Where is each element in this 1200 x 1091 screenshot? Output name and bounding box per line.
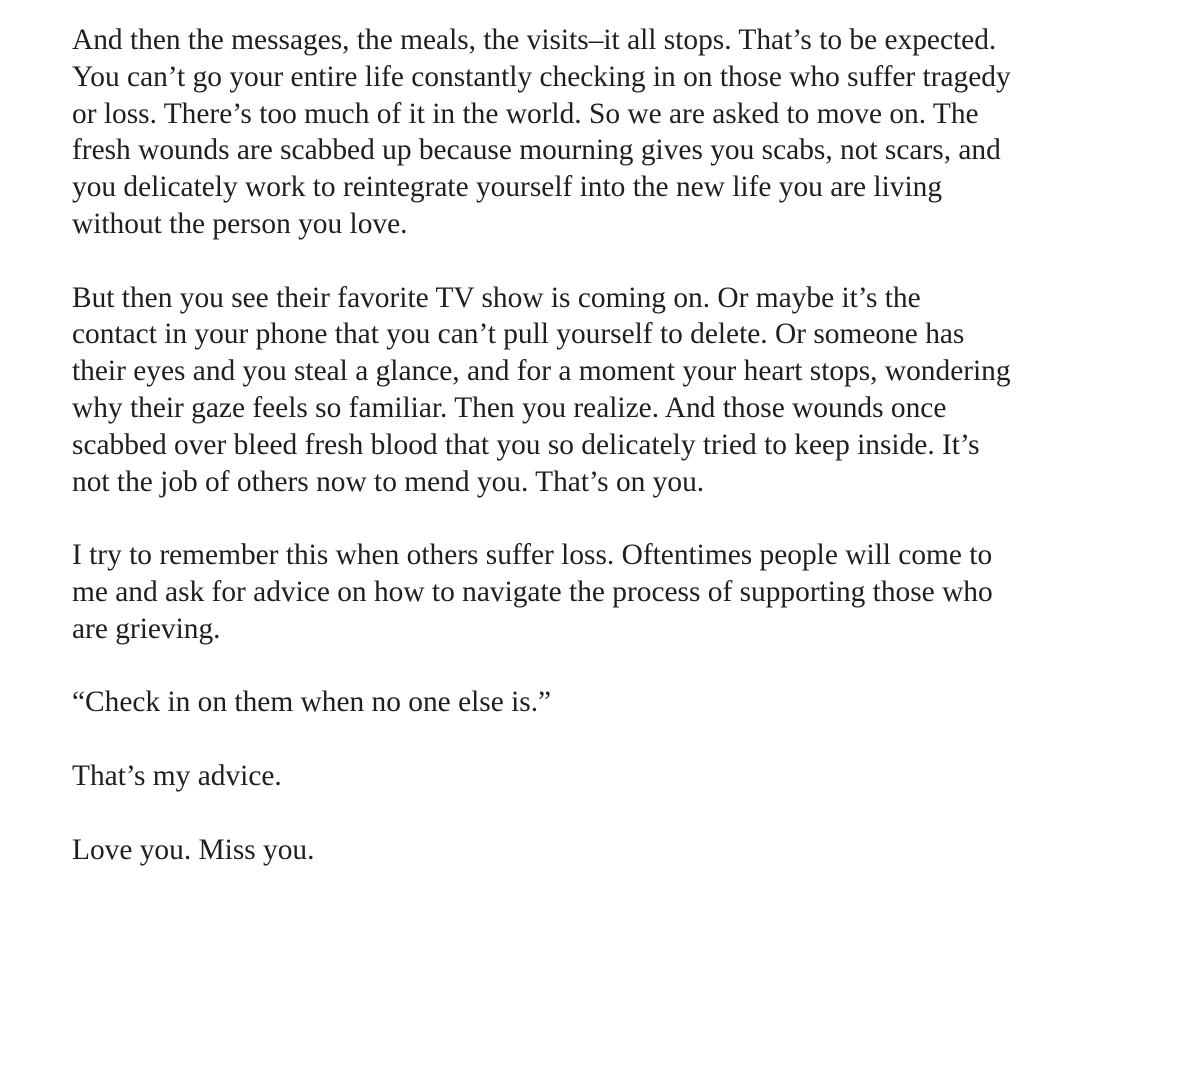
text-line: me and ask for advice on how to navigate the process of supporting those who	[72, 575, 993, 608]
paragraph-remember	[72, 537, 1162, 647]
text-line: or loss. There’s too much of it in the world. So we are asked to move on. The	[72, 97, 979, 130]
text-line: You can’t go your entire life constantly checking in on those who suffer tragedy	[72, 60, 1011, 93]
text-line: “Check in on them when no one else is.”	[72, 686, 552, 719]
paragraph-wounds-reopen	[72, 280, 1162, 501]
text-line: That’s my advice.	[72, 759, 282, 792]
text-line: I try to remember this when others suffer loss. Oftentimes people will come to	[72, 539, 993, 572]
text-line: why their gaze feels so familiar. Then you realize. And those wounds once	[72, 391, 947, 424]
text-line: without the person you love.	[72, 207, 408, 240]
text-line: And then the messages, the meals, the visits–it all stops. That’s to be expected.	[72, 24, 997, 56]
paragraph-messages-stop	[72, 22, 1162, 243]
text-line: But then you see their favorite TV show is coming on. Or maybe it’s the	[72, 281, 921, 314]
text-line: their eyes and you steal a glance, and for a moment your heart stops, wondering	[72, 355, 1011, 388]
paragraph-quote	[72, 684, 1162, 721]
text-line: contact in your phone that you can’t pull yourself to delete. Or someone has	[72, 318, 965, 351]
text-line: Love you. Miss you.	[72, 833, 315, 866]
paragraph-advice	[72, 758, 1162, 795]
text-line: fresh wounds are scabbed up because mourning gives you scabs, not scars, and	[72, 134, 1001, 167]
text-line: you delicately work to reintegrate yourself into the new life you are living	[72, 171, 943, 204]
text-line: are grieving.	[72, 612, 221, 645]
text-line: scabbed over bleed fresh blood that you so delicately tried to keep inside. It’s	[72, 428, 980, 461]
paragraph-closing	[72, 832, 1162, 869]
text-line: not the job of others now to mend you. That’s on you.	[72, 465, 705, 498]
document-body	[72, 22, 1162, 868]
